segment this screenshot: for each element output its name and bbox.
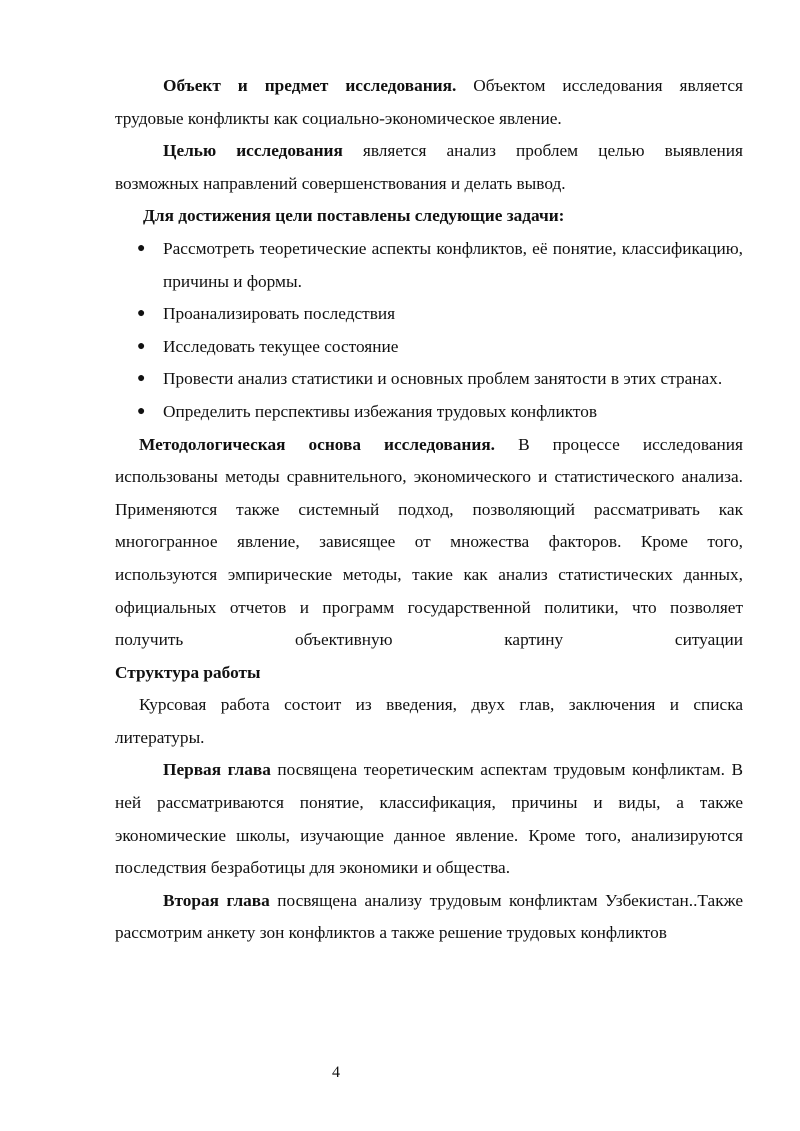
task-text: Проанализировать последствия [163,304,396,324]
chapter1-text: посвящена теоретическим аспектам трудовым конфликтам. В ней рассматриваются понятие, классификация, причины и виды, а также экономические школы, изучающие данное явление. Кроме того, анализируются последствия безработицы для экономики и общества. [115,760,743,878]
goal-text-1: является анализ проблем целью выявления [362,141,743,161]
task-text: Провести анализ статистики и основных проблем занятости в этих странах. [163,369,723,389]
goal-heading: Целью исследования [163,141,343,161]
tasks-heading: Для достижения цели поставлены следующие задачи: [143,206,565,226]
chapter2-heading: Вторая глава [163,890,270,910]
goal-paragraph-line1 [115,135,743,168]
methodology-paragraph [115,429,743,657]
structure-text: Курсовая работа состоит из введения, двух глав, заключения и списка литературы. [115,695,743,747]
bullet-icon: ● [137,403,146,419]
task-text: Определить перспективы избежания трудовых конфликтов [163,401,598,421]
object-heading: Объект и предмет исследования. [163,76,457,95]
chapter1-paragraph [115,754,743,884]
list-item [115,396,743,429]
goal-paragraph-line2 [115,168,743,201]
bullet-icon: ● [137,371,146,387]
structure-heading: Структура работы [115,662,261,682]
structure-heading-paragraph [115,657,743,690]
list-item [115,298,743,331]
tasks-heading-paragraph [115,200,743,233]
object-paragraph-line1 [115,70,743,103]
document-page [115,70,743,950]
task-text: Рассмотреть теоретические аспекты конфликтов, её понятие, классификацию, причины и формы. [163,238,743,291]
task-text: Исследовать текущее состояние [163,336,399,356]
object-paragraph-line2 [115,103,743,136]
goal-text-2: возможных направлений совершенствования и делать вывод. [115,173,566,193]
methodology-text: В процессе исследования использованы методы сравнительного, экономического и статистического анализа. Применяются также системный подход, позволяющий рассматривать как многогранное явление, зависящее от множества факторов. Кроме того, используются эмпирические методы, такие как анализ статистических данных, официальных отчетов и программ государственной политики, что позволяет получить объективную картину ситуации [115,434,743,650]
bullet-icon: ● [137,338,146,354]
object-text-2: трудовые конфликты как социально-экономическое явление. [115,108,562,128]
structure-paragraph [115,689,743,754]
page-number: 4 [332,1064,340,1081]
chapter1-heading: Первая глава [163,760,271,780]
chapter2-paragraph [115,885,743,950]
list-item [115,233,743,298]
tasks-list [115,233,743,429]
bullet-icon: ● [137,306,146,322]
list-item [115,363,743,396]
chapter2-text: посвящена анализу трудовым конфликтам Узбекистан..Также рассмотрим анкету зон конфликтов а также решение трудовых конфликтов [115,890,744,943]
object-text-1: Объектом исследования является [473,76,744,95]
bullet-icon: ● [137,240,146,256]
list-item [115,331,743,364]
methodology-heading: Методологическая основа исследования. [139,434,495,454]
